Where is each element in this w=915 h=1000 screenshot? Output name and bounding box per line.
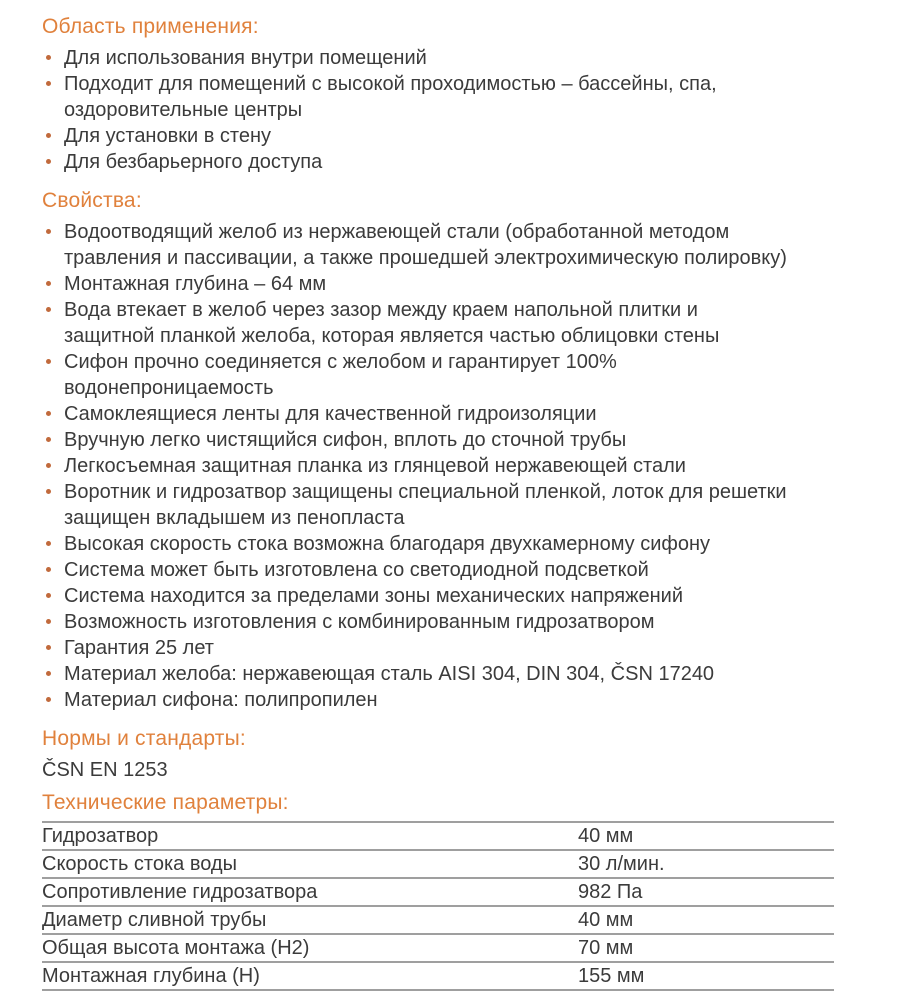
- param-value: 40 мм: [578, 825, 634, 847]
- list-item: [42, 349, 789, 401]
- bullet-icon: [46, 411, 51, 416]
- list-item: [42, 661, 789, 687]
- section-heading-standards: Нормы и стандарты:: [42, 727, 246, 750]
- list-item: [42, 687, 789, 713]
- list-item-text: Для безбарьерного доступа: [64, 151, 323, 173]
- table-row: [42, 822, 834, 850]
- list-item-text: Система находится за пределами зоны механических напряжений: [64, 585, 684, 607]
- properties-list: [42, 219, 789, 713]
- table-row: [42, 878, 834, 906]
- list-item-text: Вручную легко чистящийся сифон, вплоть до сточной трубы: [64, 429, 627, 451]
- list-item-text: Водоотводящий желоб из нержавеющей стали (обработанной методом травления и пассивации, а также прошедшей электрохимическую полировку): [64, 221, 787, 269]
- param-value: 40 мм: [578, 909, 634, 931]
- list-item: [42, 45, 789, 71]
- bullet-icon: [46, 541, 51, 546]
- param-name: Общая высота монтажа (H2): [42, 937, 310, 959]
- list-item: [42, 71, 789, 123]
- bullet-icon: [46, 567, 51, 572]
- section-heading-properties: Свойства:: [42, 189, 142, 212]
- list-item: [42, 479, 789, 531]
- list-item: [42, 271, 789, 297]
- list-item-text: Самоклеящиеся ленты для качественной гидроизоляции: [64, 403, 597, 425]
- param-name: Диаметр сливной трубы: [42, 909, 267, 931]
- bullet-icon: [46, 619, 51, 624]
- list-item-text: Возможность изготовления с комбинированным гидрозатвором: [64, 611, 655, 633]
- list-item-text: Подходит для помещений с высокой проходимостью – бассейны, спа, оздоровительные центры: [64, 73, 717, 121]
- table-row: [42, 962, 834, 990]
- list-item: [42, 123, 789, 149]
- list-item: [42, 453, 789, 479]
- bullet-icon: [46, 133, 51, 138]
- list-item-text: Воротник и гидрозатвор защищены специальной пленкой, лоток для решетки защищен вкладышем из пенопласта: [64, 481, 787, 529]
- bullet-icon: [46, 159, 51, 164]
- param-value: 30 л/мин.: [578, 853, 665, 875]
- table-row: [42, 850, 834, 878]
- param-name: Сопротивление гидрозатвора: [42, 881, 318, 903]
- bullet-icon: [46, 593, 51, 598]
- bullet-icon: [46, 437, 51, 442]
- bullet-icon: [46, 81, 51, 86]
- bullet-icon: [46, 489, 51, 494]
- list-item: [42, 149, 789, 175]
- section-parameters: [42, 791, 875, 991]
- list-item-text: Гарантия 25 лет: [64, 637, 214, 659]
- list-item: [42, 531, 789, 557]
- bullet-icon: [46, 229, 51, 234]
- section-heading-applications: Область применения:: [42, 15, 259, 38]
- param-value: 70 мм: [578, 937, 634, 959]
- param-name: Скорость стока воды: [42, 853, 237, 875]
- list-item-text: Материал желоба: нержавеющая сталь AISI 304, DIN 304, ČSN 17240: [64, 663, 715, 685]
- applications-list: [42, 45, 789, 175]
- list-item-text: Материал сифона: полипропилен: [64, 689, 378, 711]
- section-applications: [42, 15, 875, 175]
- list-item-text: Монтажная глубина – 64 мм: [64, 273, 327, 295]
- bullet-icon: [46, 463, 51, 468]
- bullet-icon: [46, 55, 51, 60]
- list-item: [42, 401, 789, 427]
- bullet-icon: [46, 281, 51, 286]
- param-value: 155 мм: [578, 965, 645, 987]
- bullet-icon: [46, 671, 51, 676]
- section-heading-parameters: Технические параметры:: [42, 791, 289, 814]
- param-value: 982 Па: [578, 881, 643, 903]
- bullet-icon: [46, 697, 51, 702]
- bullet-icon: [46, 307, 51, 312]
- standards-value: ČSN EN 1253: [42, 759, 168, 781]
- list-item: [42, 609, 789, 635]
- list-item-text: Сифон прочно соединяется с желобом и гарантирует 100% водонепроницаемость: [64, 351, 617, 399]
- list-item: [42, 557, 789, 583]
- param-name: Монтажная глубина (H): [42, 965, 260, 987]
- list-item-text: Легкосъемная защитная планка из глянцевой нержавеющей стали: [64, 455, 686, 477]
- section-properties: [42, 189, 875, 713]
- list-item-text: Для установки в стену: [64, 125, 271, 147]
- list-item-text: Вода втекает в желоб через зазор между краем напольной плитки и защитной планкой желоба, которая является частью облицовки стены: [64, 299, 720, 347]
- list-item: [42, 427, 789, 453]
- parameters-table: [42, 821, 834, 991]
- table-row: [42, 906, 834, 934]
- list-item-text: Для использования внутри помещений: [64, 47, 427, 69]
- section-standards: [42, 727, 875, 783]
- bullet-icon: [46, 359, 51, 364]
- bullet-icon: [46, 645, 51, 650]
- list-item-text: Высокая скорость стока возможна благодаря двухкамерному сифону: [64, 533, 711, 555]
- list-item: [42, 219, 789, 271]
- param-name: Гидрозатвор: [42, 825, 159, 847]
- list-item-text: Система может быть изготовлена со светодиодной подсветкой: [64, 559, 649, 581]
- list-item: [42, 583, 789, 609]
- list-item: [42, 297, 789, 349]
- list-item: [42, 635, 789, 661]
- table-row: [42, 934, 834, 962]
